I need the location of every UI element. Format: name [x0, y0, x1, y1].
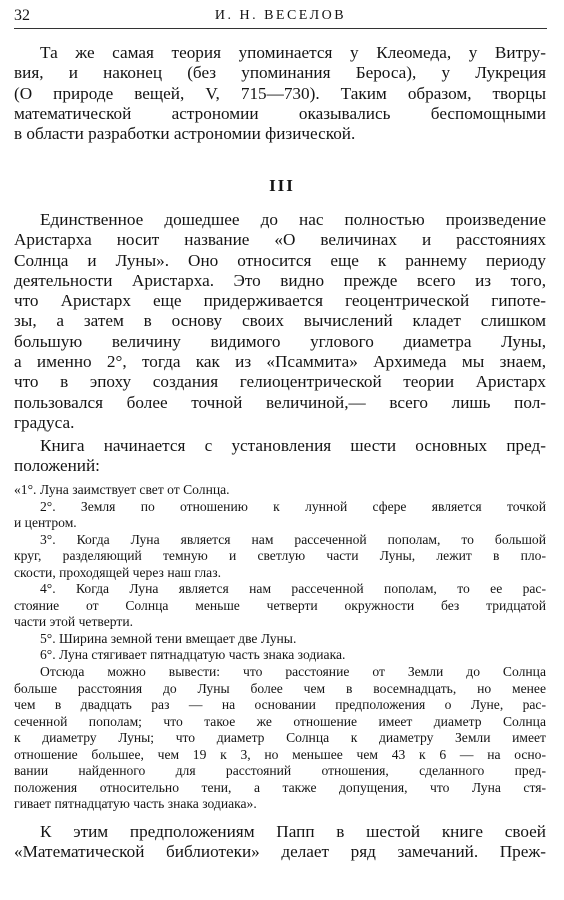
closing-paragraph: [14, 822, 546, 863]
text-line: что Аристарх еще придерживается геоцентрической гипоте-: [14, 291, 546, 311]
text-line: сеченной пополам; что такое же отношение имеет диаметр Солнца: [14, 713, 546, 729]
text-line: 2°. Земля по отношению к лунной сфере является точкой: [40, 498, 546, 514]
text-line: гивает пятнадцатую часть знака зодиака».: [14, 796, 257, 812]
text-line: «1°. Луна заимствует свет от Солнца.: [14, 482, 230, 497]
book-intro-paragraph: [14, 436, 546, 477]
text-line: вия, и наконец (без упоминания Бероса), у Лукреция: [14, 63, 546, 83]
section-heading: III: [269, 176, 295, 195]
text-line: большую величину видимого углового диаметра Луны,: [14, 331, 546, 351]
text-line: стояние от Солнца меньше четверти окружности без тридцатой: [14, 597, 546, 613]
text-line: и центром.: [14, 515, 77, 531]
text-line: деятельности Аристарха. Это видно прежде всего из того,: [14, 270, 546, 290]
text-line: 6°. Луна стягивает пятнадцатую часть знака зодиака.: [40, 647, 346, 663]
text-line: к диаметру Луны; что диаметр Солнца к диаметру Земли имеет: [14, 730, 546, 746]
intro-paragraph: [14, 43, 546, 144]
text-line: К этим предположениям Папп в шестой книге своей: [40, 822, 546, 841]
text-line: зы, а затем в основу своих вычислений кладет слишком: [14, 311, 546, 331]
text-line: скости, проходящей через наш глаз.: [14, 564, 221, 580]
running-head: И. Н. ВЕСЕЛОВ: [214, 8, 347, 23]
text-line: Аристарха носит название «О величинах и расстояниях: [14, 230, 546, 250]
text-line: Единственное дошедшее до нас полностью произведение: [40, 210, 546, 229]
page-number: 32: [14, 7, 30, 24]
text-line: математической астрономии оказывались беспомощными: [14, 103, 546, 123]
page-header: [14, 6, 547, 29]
text-line: 4°. Когда Луна является нам рассеченной пополам, то ее рас-: [40, 581, 546, 597]
text-line: а именно 2°, тогда как из «Псаммита» Архимеда мы знаем,: [14, 352, 546, 372]
text-line: Книга начинается с установления шести основных пред-: [40, 436, 546, 455]
text-line: 5°. Ширина земной тени вмещает две Луны.: [40, 630, 297, 646]
text-line: «Математической библиотеки» делает ряд замечаний. Преж-: [14, 842, 546, 862]
text-line: круг, разделяющий темную и светлую части Луны, лежит в пло-: [14, 548, 546, 564]
text-line: (О природе вещей, V, 715—730). Таким образом, творцы: [14, 83, 546, 103]
text-line: положения относительно тени, а также допущения, что Луна стя-: [14, 779, 546, 795]
main-paragraph: [14, 210, 546, 433]
text-line: Солнца и Луны». Оно относится еще к раннему периоду: [14, 250, 546, 270]
text-line: пользовался более точной величиной,— всего лишь пол-: [14, 392, 546, 412]
text-line: больше расстояния до Луны более чем в восемнадцать, но менее: [14, 680, 546, 696]
text-line: в области разработки астрономии физической.: [14, 124, 356, 144]
text-line: 3°. Когда Луна является нам рассеченной пополам, то большой: [40, 531, 546, 547]
text-line: положений:: [14, 456, 100, 476]
text-line: чем в двадцать раз — на основании предположения о Луне, рас-: [14, 697, 546, 713]
text-line: Отсюда можно вывести: что расстояние от Земли до Солнца: [40, 664, 546, 680]
text-line: Та же самая теория упоминается у Клеомеда, у Витру-: [40, 43, 546, 62]
aristarchus-quotation: [14, 482, 546, 813]
text-line: части этой четверти.: [14, 614, 133, 630]
text-line: что в эпоху создания гелиоцентрической теории Аристарх: [14, 372, 546, 392]
text-line: градуса.: [14, 412, 75, 432]
text-line: отношение большее, чем 19 к 3, но меньшее чем 43 к 6 — на осно-: [14, 746, 546, 762]
text-line: вании найденного для расстояний отношения, сделанного пред-: [14, 763, 546, 779]
